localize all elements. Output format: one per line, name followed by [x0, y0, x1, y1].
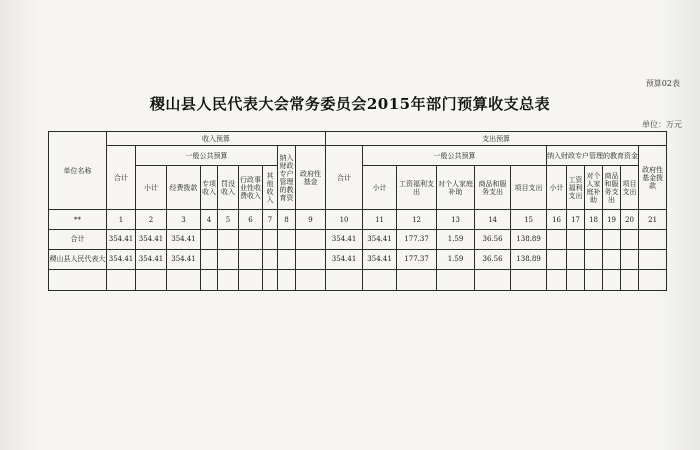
- page-title: 稷山县人民代表大会常务委员会2015年部门预算收支总表: [149, 95, 551, 113]
- empty-cell: [567, 269, 585, 290]
- empty-cell: [263, 229, 278, 249]
- header-row-1: [49, 132, 667, 146]
- empty-cell: [201, 269, 218, 290]
- income-total-cell: 354.41: [107, 249, 136, 269]
- empty-cell: [107, 269, 136, 290]
- expense-goods-label: 商品和服务支出: [478, 179, 507, 196]
- expense-subtotal-header: 小计: [363, 166, 397, 210]
- expense-project-header: 项目支出: [511, 166, 547, 210]
- income-edu-fund-label: 纳入财政专户管理的教育资: [279, 153, 294, 202]
- index-cell: 10: [326, 210, 363, 229]
- index-cell: 9: [296, 210, 326, 229]
- index-cell: 14: [475, 210, 511, 229]
- empty-cell: [547, 249, 567, 269]
- index-row: [49, 210, 667, 229]
- empty-cell: [167, 269, 201, 290]
- empty-cell: [263, 269, 278, 290]
- index-cell: 5: [218, 210, 239, 229]
- empty-cell: [639, 229, 667, 249]
- income-edu-fund-header: [278, 146, 296, 210]
- empty-cell: [201, 229, 218, 249]
- income-special-label: 专项收入: [202, 179, 216, 196]
- edu-household-header: [585, 166, 603, 210]
- empty-cell: [363, 269, 397, 290]
- expense-household-label: 对个人家庭补助: [438, 179, 474, 196]
- empty-cell: [278, 249, 296, 269]
- index-cell: 15: [511, 210, 547, 229]
- expense-salary-cell: 177.37: [397, 249, 437, 269]
- index-cell: 4: [201, 210, 218, 229]
- expense-total-cell: 354.41: [326, 229, 363, 249]
- index-cell: 8: [278, 210, 296, 229]
- income-general-header: 一般公共预算: [136, 146, 278, 166]
- empty-cell: [296, 269, 326, 290]
- income-penalty-header: [218, 166, 239, 210]
- income-subtotal-header: 小计: [136, 166, 167, 210]
- index-cell: 19: [603, 210, 621, 229]
- empty-cell: [547, 269, 567, 290]
- unit-name-header: 单位名称: [49, 132, 107, 210]
- income-penalty-label: 罚没收入: [221, 179, 235, 196]
- income-funding-cell: 354.41: [167, 229, 201, 249]
- blank-row: [49, 269, 667, 290]
- income-gov-fund-header: [296, 146, 326, 210]
- index-cell: 1: [107, 210, 136, 229]
- edu-project-header: [621, 166, 639, 210]
- expense-project-cell: 138.89: [511, 249, 547, 269]
- table-row: [49, 229, 667, 249]
- form-code: 预算02表: [645, 79, 680, 88]
- expense-edu-group-header: 纳入财政专户管理的教育资金: [547, 146, 639, 166]
- empty-cell: [263, 249, 278, 269]
- edu-household-label: 对个人家庭补助: [586, 171, 601, 204]
- expense-subtotal-cell: 354.41: [363, 249, 397, 269]
- income-other-label: 其他收入: [266, 171, 274, 204]
- index-cell: 18: [585, 210, 603, 229]
- index-cell: 20: [621, 210, 639, 229]
- empty-cell: [136, 269, 167, 290]
- income-subtotal-cell: 354.41: [136, 249, 167, 269]
- income-special-header: [201, 166, 218, 210]
- index-cell: 2: [136, 210, 167, 229]
- budget-table: [48, 131, 667, 291]
- empty-cell: [296, 249, 326, 269]
- edu-project-label: 项目支出: [622, 179, 637, 196]
- edu-goods-label: 商品和服务支出: [604, 171, 619, 204]
- empty-cell: [639, 249, 667, 269]
- index-cell: 17: [567, 210, 585, 229]
- index-cell: 13: [437, 210, 475, 229]
- row-name: 稷山县人民代表大: [49, 249, 107, 269]
- row-name: 合计: [49, 229, 107, 249]
- income-funding-cell: 354.41: [167, 249, 201, 269]
- expense-household-cell: 1.59: [437, 249, 475, 269]
- expense-salary-cell: 177.37: [397, 229, 437, 249]
- index-label: **: [49, 210, 107, 229]
- header-row-2: [49, 146, 667, 166]
- expense-general-header: 一般公共预算: [363, 146, 547, 166]
- empty-cell: [239, 269, 263, 290]
- index-cell: 12: [397, 210, 437, 229]
- empty-cell: [567, 229, 585, 249]
- income-group-header: 收入预算: [107, 132, 326, 146]
- edu-subtotal-header: 小计: [547, 166, 567, 210]
- expense-gov-fund-header: [639, 146, 667, 210]
- unit-label: 单位：万元: [642, 120, 682, 129]
- income-subtotal-cell: 354.41: [136, 229, 167, 249]
- income-funding-header: 经费拨款: [167, 166, 201, 210]
- empty-cell: [585, 229, 603, 249]
- expense-group-header: 支出预算: [326, 132, 667, 146]
- empty-cell: [218, 229, 239, 249]
- index-cell: 7: [263, 210, 278, 229]
- expense-total-header: 合计: [326, 146, 363, 210]
- empty-cell: [278, 269, 296, 290]
- expense-total-cell: 354.41: [326, 249, 363, 269]
- index-cell: 21: [639, 210, 667, 229]
- empty-cell: [603, 249, 621, 269]
- empty-cell: [585, 249, 603, 269]
- empty-cell: [621, 249, 639, 269]
- income-gov-fund-label: 政府性基金: [300, 169, 322, 186]
- index-cell: 16: [547, 210, 567, 229]
- empty-cell: [397, 269, 437, 290]
- empty-cell: [239, 249, 263, 269]
- expense-household-cell: 1.59: [437, 229, 475, 249]
- income-total-header: 合计: [107, 146, 136, 210]
- edu-salary-header: [567, 166, 585, 210]
- empty-cell: [326, 269, 363, 290]
- empty-cell: [239, 229, 263, 249]
- empty-cell: [639, 269, 667, 290]
- empty-cell: [567, 249, 585, 269]
- income-admin-fee-label: 行政事业性收费收入: [240, 175, 261, 200]
- empty-cell: [511, 269, 547, 290]
- empty-cell: [585, 269, 603, 290]
- expense-salary-header: [397, 166, 437, 210]
- empty-cell: [218, 269, 239, 290]
- expense-household-header: [437, 166, 475, 210]
- empty-cell: [603, 229, 621, 249]
- expense-gov-fund-label: 政府性基金拨款: [642, 165, 664, 190]
- index-cell: 3: [167, 210, 201, 229]
- expense-goods-header: [475, 166, 511, 210]
- expense-project-cell: 138.89: [511, 229, 547, 249]
- expense-salary-label: 工资福利支出: [399, 179, 435, 196]
- empty-cell: [475, 269, 511, 290]
- income-total-cell: 354.41: [107, 229, 136, 249]
- empty-cell: [437, 269, 475, 290]
- edu-goods-header: [603, 166, 621, 210]
- empty-cell: [49, 269, 107, 290]
- income-admin-fee-header: [239, 166, 263, 210]
- expense-goods-cell: 36.56: [475, 229, 511, 249]
- empty-cell: [218, 249, 239, 269]
- empty-cell: [603, 269, 621, 290]
- empty-cell: [201, 249, 218, 269]
- expense-goods-cell: 36.56: [475, 249, 511, 269]
- index-cell: 6: [239, 210, 263, 229]
- empty-cell: [621, 269, 639, 290]
- income-other-header: [263, 166, 278, 210]
- expense-subtotal-cell: 354.41: [363, 229, 397, 249]
- empty-cell: [621, 229, 639, 249]
- table-row: [49, 249, 667, 269]
- index-cell: 11: [363, 210, 397, 229]
- empty-cell: [296, 229, 326, 249]
- empty-cell: [547, 229, 567, 249]
- empty-cell: [278, 229, 296, 249]
- edu-salary-label: 工资福利支出: [568, 175, 583, 200]
